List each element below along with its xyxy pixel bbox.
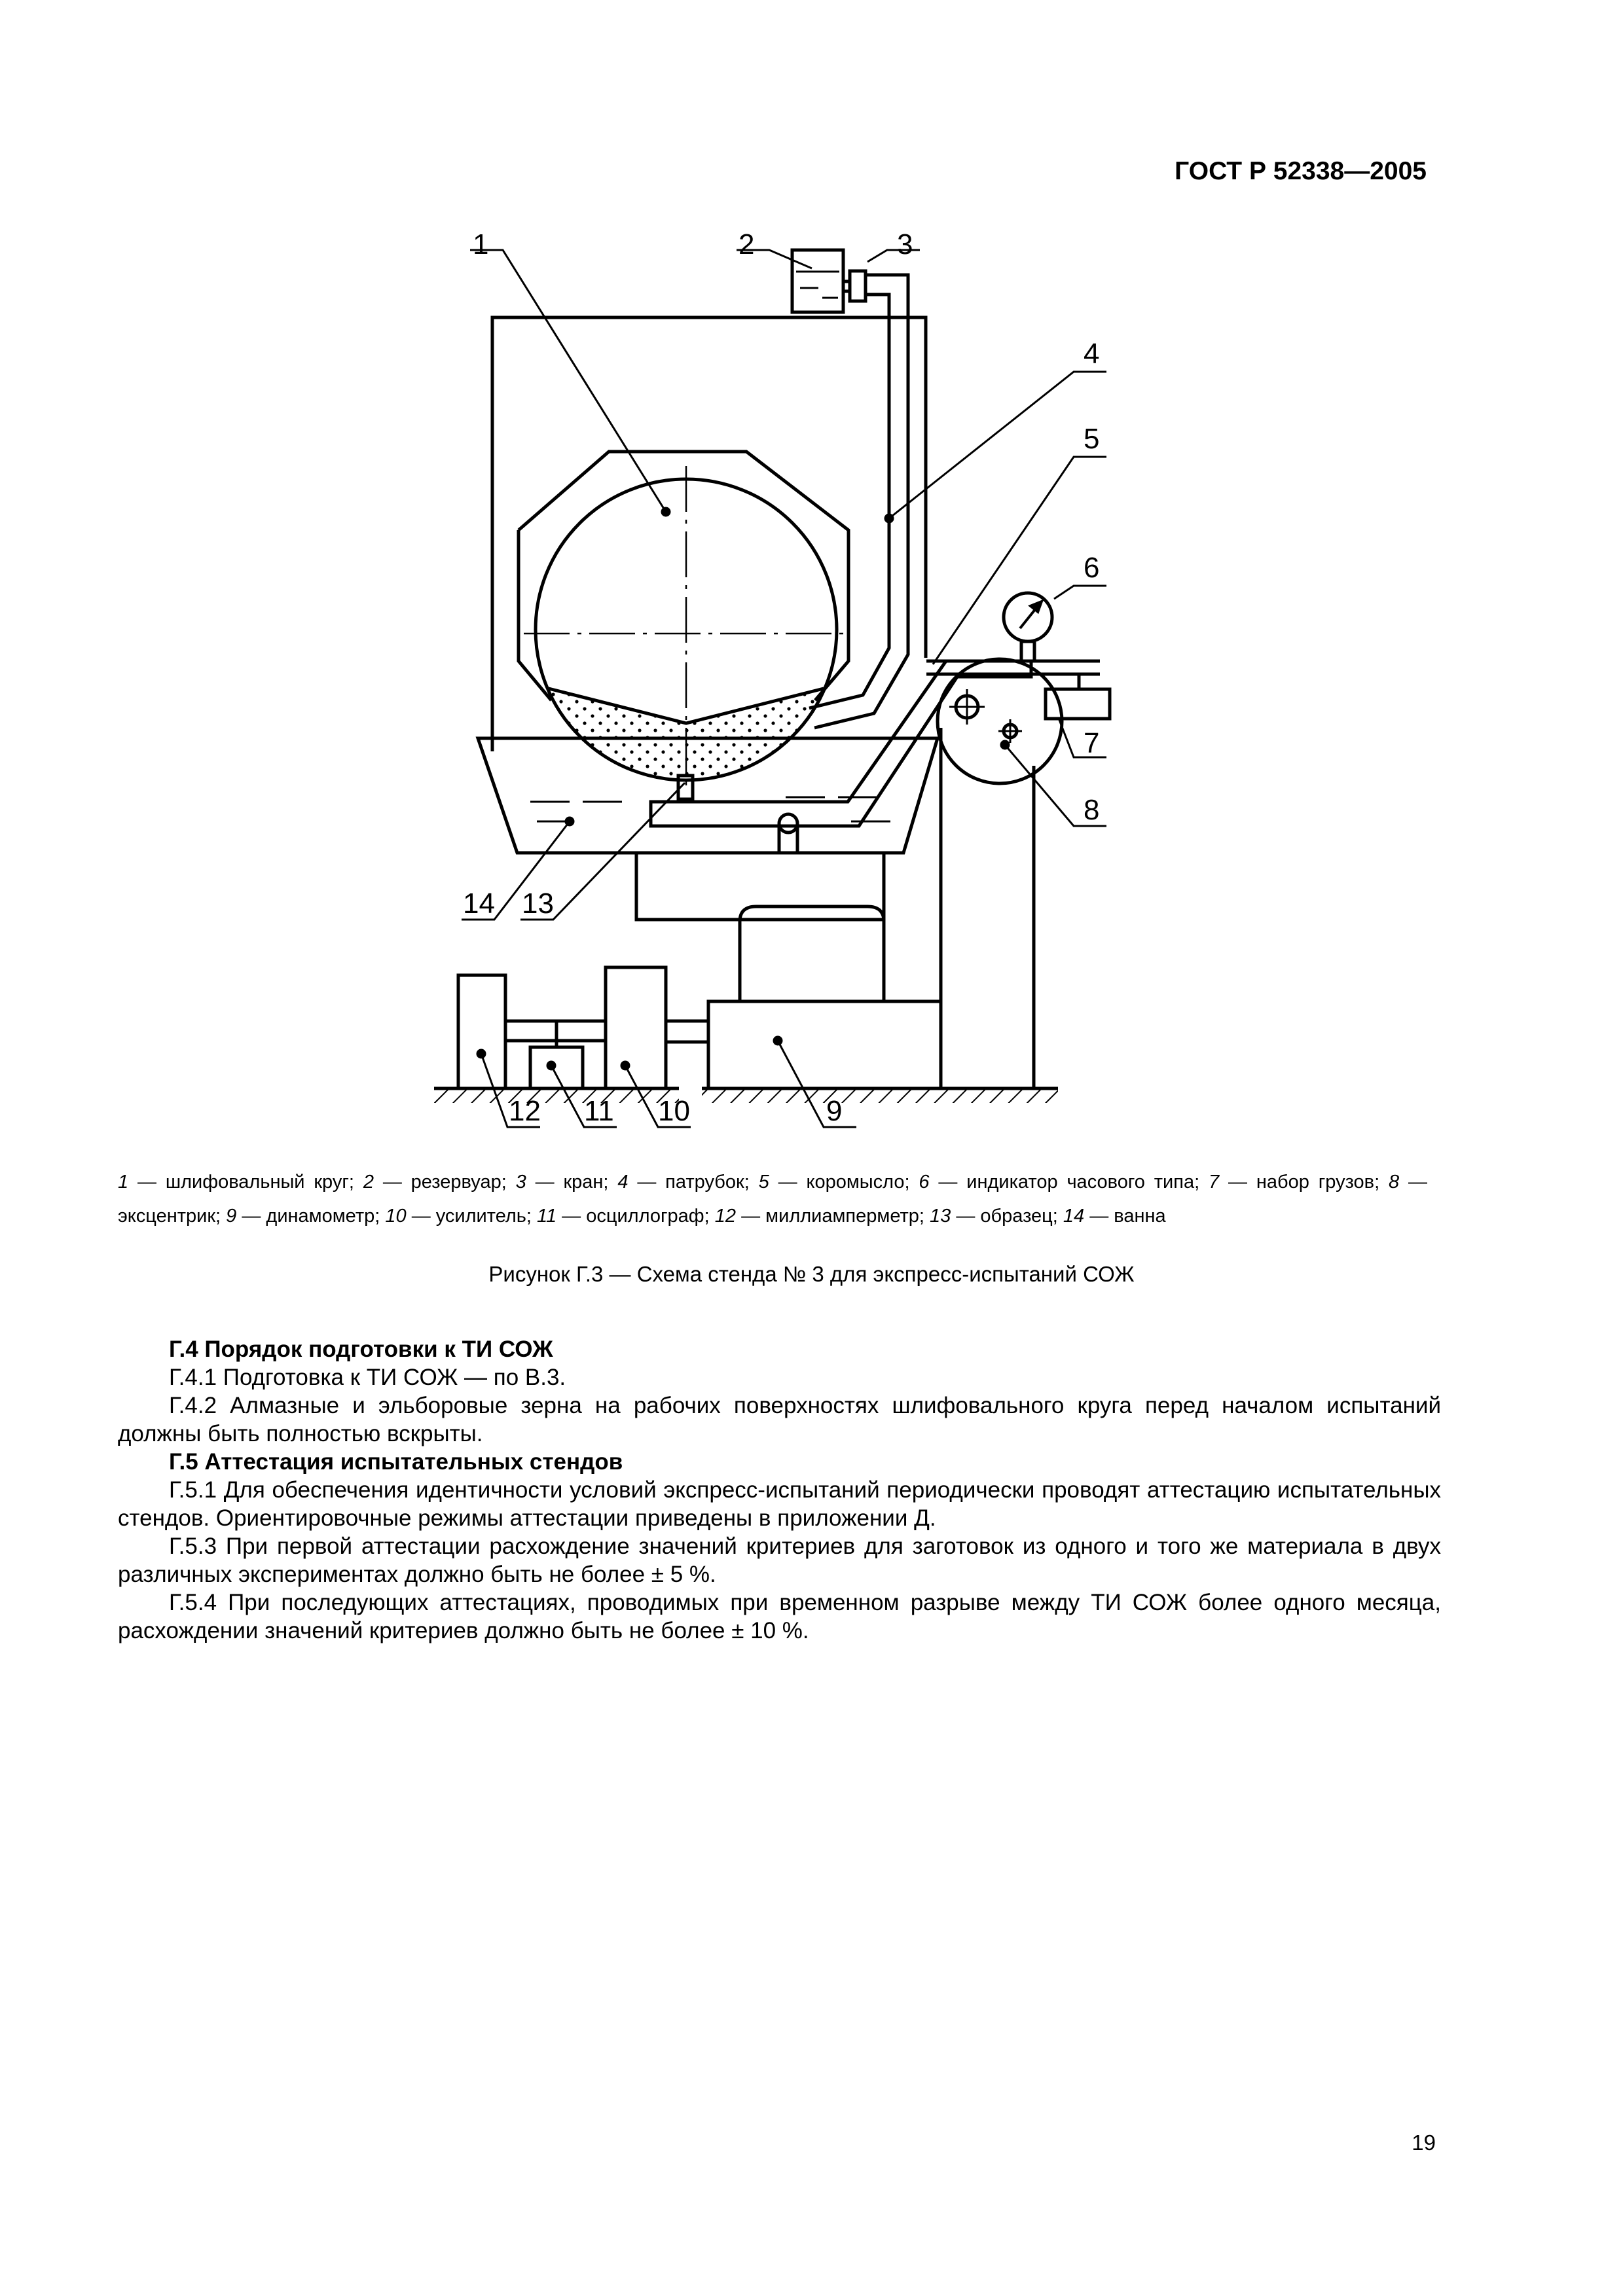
legend-item: 7 — набор грузов; <box>1209 1172 1389 1193</box>
document-number: ГОСТ Р 52338—2005 <box>1175 157 1427 185</box>
figure-caption: Рисунок Г.3 — Схема стенда № 3 для экспресс-испытаний СОЖ <box>488 1262 1135 1286</box>
base-block <box>636 853 884 920</box>
amplifier <box>606 967 666 1088</box>
section-heading-g5: Г.5 Аттестация испытательных стендов <box>169 1449 623 1475</box>
legend-item: 8 — эксцентрик; <box>118 1172 1427 1227</box>
wheel-guard <box>519 452 848 700</box>
milliammeter <box>458 975 505 1088</box>
legend-item: 11 — осциллограф; <box>537 1206 715 1227</box>
callout-6: 6 <box>1084 552 1100 584</box>
body-text <box>118 1335 1441 1645</box>
page-number: 19 <box>1412 2130 1436 2155</box>
callout-7: 7 <box>1084 727 1100 759</box>
legend-item: 13 — образец; <box>930 1206 1063 1227</box>
callout-1: 1 <box>473 228 489 260</box>
legend-item: 4 — патрубок; <box>617 1172 759 1193</box>
paragraph-g42: Г.4.2 Алмазные и эльборовые зерна на рабочих поверхностях шлифовального круга перед началом испытаний должны быть полностью вскрыты. <box>118 1393 1441 1446</box>
legend-item: 12 — миллиамперметр; <box>714 1206 930 1227</box>
callout-8: 8 <box>1084 794 1100 826</box>
valve <box>850 271 866 301</box>
legend-item: 2 — резервуар; <box>363 1172 516 1193</box>
paragraph-g53: Г.5.3 При первой аттестации расхождение значений критериев для заготовок из одного и того же материала в двух различных экспериментах должно быть не более ± 5 %. <box>118 1534 1441 1587</box>
figure-legend <box>118 1165 1427 1233</box>
section-heading-g4: Г.4 Порядок подготовки к ТИ СОЖ <box>169 1336 553 1362</box>
legend-item: 1 — шлифовальный круг; <box>118 1172 363 1193</box>
legend-item: 9 — динамометр; <box>226 1206 386 1227</box>
wheel-centerlines <box>524 466 848 793</box>
callout-9: 9 <box>826 1095 843 1127</box>
callout-4: 4 <box>1084 338 1100 370</box>
callout-2: 2 <box>739 228 755 260</box>
oscillograph <box>530 1047 583 1088</box>
callout-5: 5 <box>1084 423 1100 455</box>
callout-11: 11 <box>584 1095 614 1127</box>
paragraph-g54: Г.5.4 При последующих аттестациях, проводимых при временном разрыве между ТИ СОЖ более одного месяца, расхождении значений критериев должно быть не более ± 10 %. <box>118 1590 1441 1643</box>
callout-14: 14 <box>463 888 495 920</box>
callout-13: 13 <box>522 888 554 920</box>
legend-item: 6 — индикатор часового типа; <box>919 1172 1209 1193</box>
legend-item: 5 — коромысло; <box>758 1172 919 1193</box>
machine-housing <box>492 317 926 751</box>
callout-10: 10 <box>658 1095 690 1127</box>
paragraph-g51: Г.5.1 Для обеспечения идентичности условий экспресс-испытаний периодически проводят аттестацию испытательных стендов. Ориентировочные режимы аттестации приведены в приложении Д. <box>118 1477 1441 1531</box>
legend-item: 10 — усилитель; <box>385 1206 538 1227</box>
coolant-reservoir <box>792 250 843 312</box>
dynamometer <box>708 1001 941 1088</box>
legend-item: 3 — кран; <box>515 1172 618 1193</box>
legend-item: 14 — ванна <box>1063 1206 1166 1227</box>
callout-12: 12 <box>509 1095 541 1127</box>
coolant-nozzle <box>814 275 908 728</box>
paragraph-g41: Г.4.1 Подготовка к ТИ СОЖ — по В.3. <box>169 1365 566 1390</box>
callout-3: 3 <box>897 228 913 260</box>
